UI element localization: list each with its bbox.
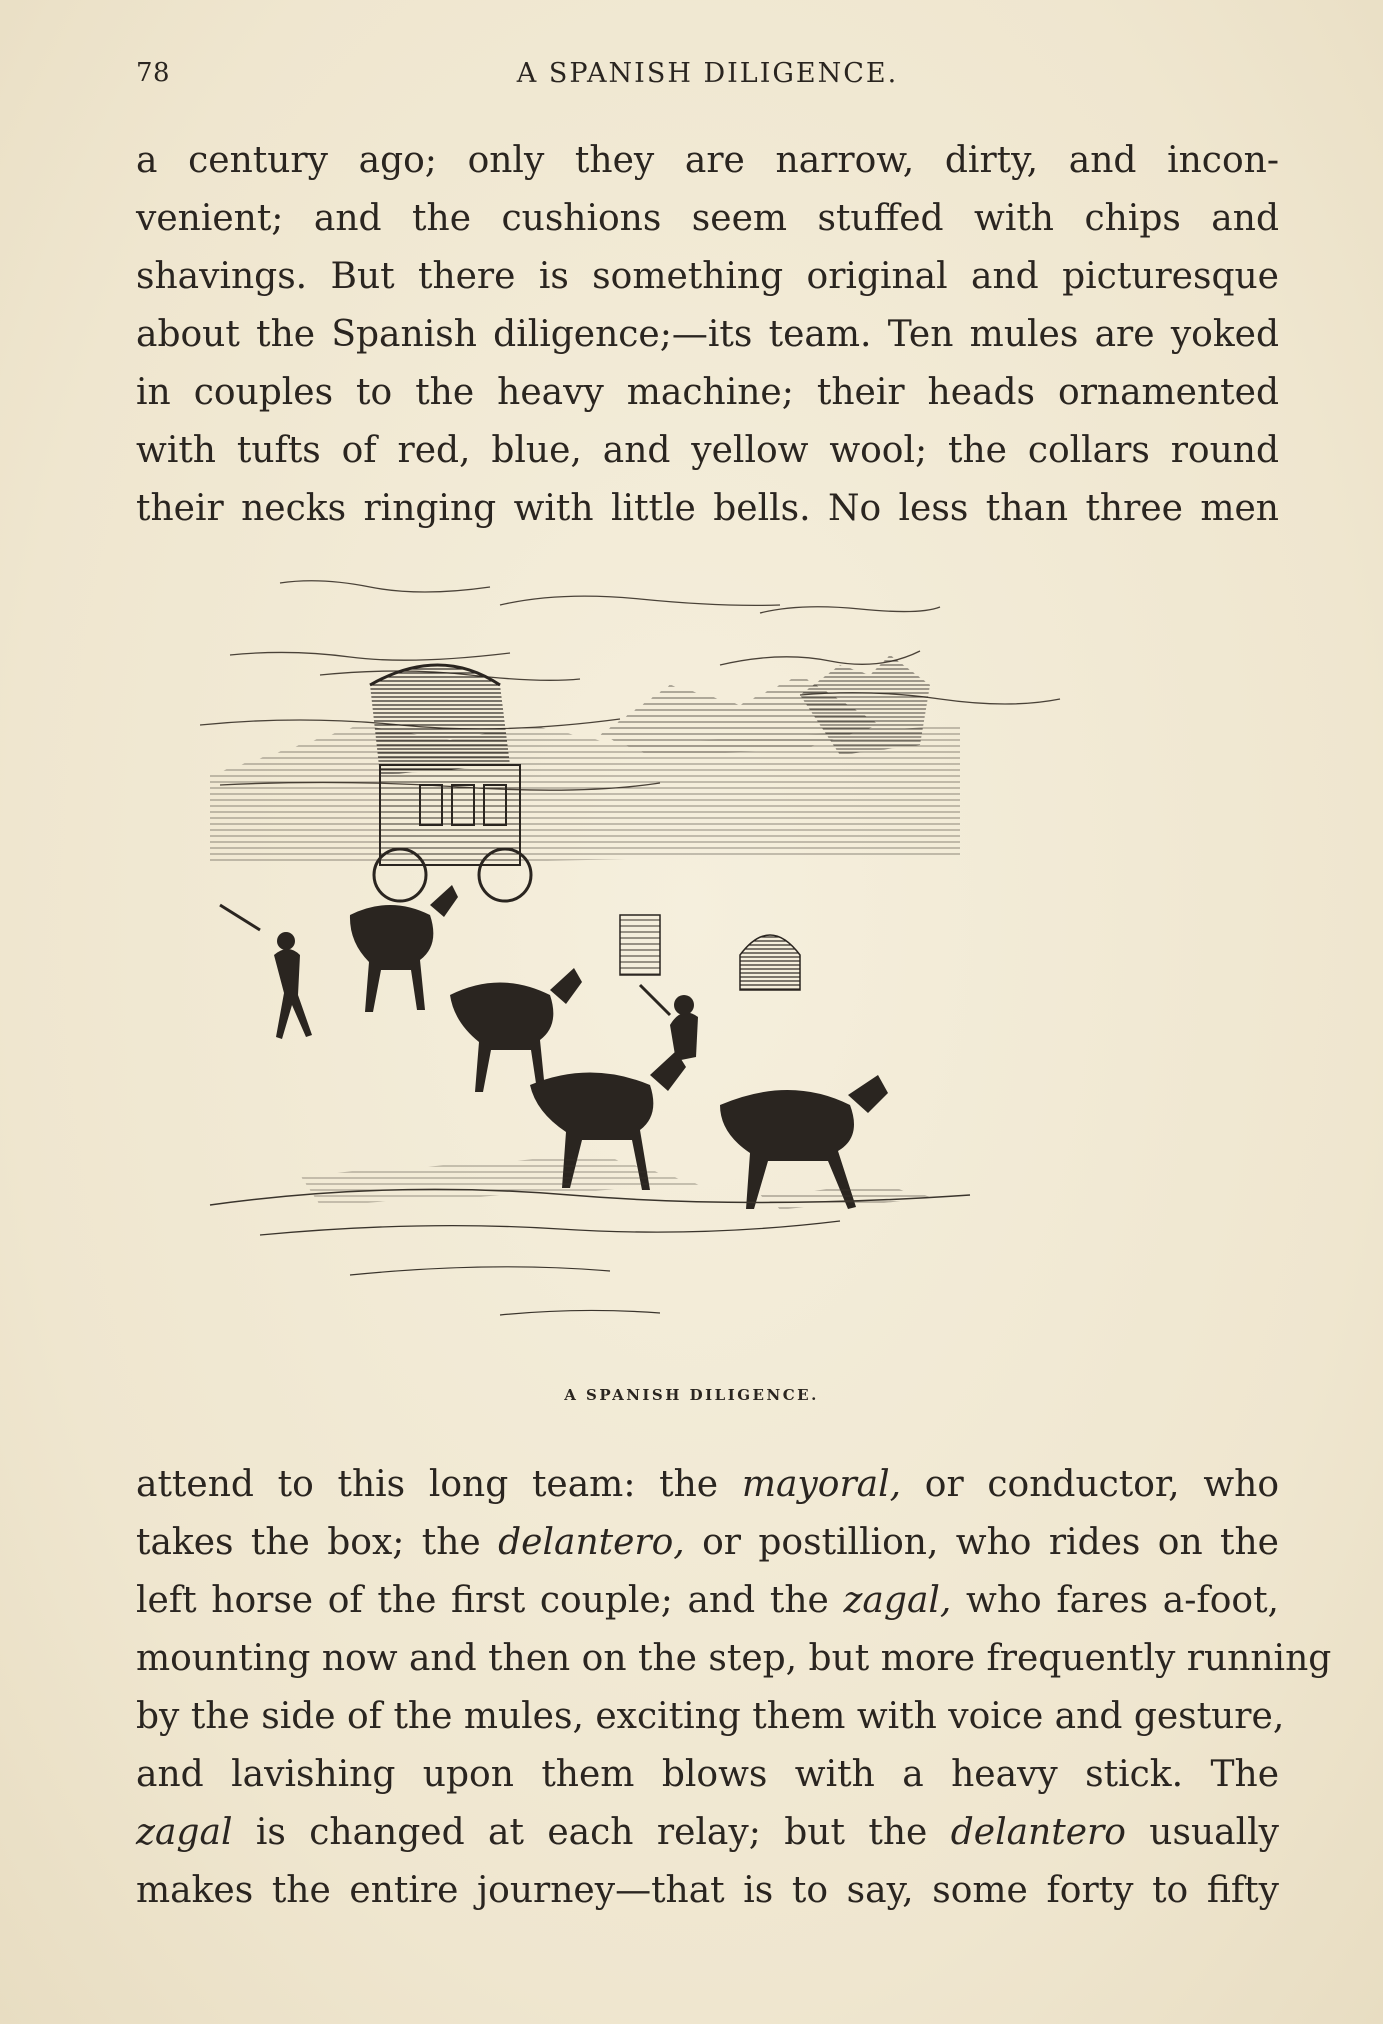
- engraving-spanish-diligence-icon: [200, 575, 1190, 1365]
- text-line: by the side of the mules, exciting them with voice and gesture,: [136, 1696, 1285, 1737]
- text-line: attend to this long team: the mayoral, or conductor, who: [136, 1464, 1280, 1505]
- running-head: A SPANISH DILIGENCE.: [516, 58, 899, 89]
- text-line: zagal is changed at each relay; but the delantero usually: [136, 1812, 1279, 1853]
- text-line: venient; and the cushions seem stuffed with chips and: [136, 198, 1279, 239]
- text-line: shavings. But there is something original and picturesque: [136, 256, 1279, 297]
- text-line: takes the box; the delantero, or postillion, who rides on the: [136, 1522, 1279, 1563]
- illustration-caption: A SPANISH DILIGENCE.: [564, 1386, 819, 1404]
- text-line: about the Spanish diligence;—its team. Ten mules are yoked: [136, 314, 1279, 355]
- text-line: their necks ringing with little bells. No less than three men: [136, 488, 1279, 529]
- paragraph-bottom: [136, 1456, 1332, 1920]
- text-line: mounting now and then on the step, but more frequently running: [136, 1638, 1332, 1679]
- page-number: 78: [136, 58, 171, 88]
- text-line: left horse of the first couple; and the zagal, who fares a-foot,: [136, 1580, 1279, 1621]
- text-line: with tufts of red, blue, and yellow wool; the collars round: [136, 430, 1279, 471]
- text-line: a century ago; only they are narrow, dirty, and incon-: [136, 140, 1279, 181]
- text-line: in couples to the heavy machine; their heads ornamented: [136, 372, 1279, 413]
- text-line: and lavishing upon them blows with a heavy stick. The: [136, 1754, 1279, 1795]
- paragraph-top: [136, 132, 1279, 538]
- text-line: makes the entire journey—that is to say, some forty to fifty: [136, 1870, 1279, 1911]
- page-header: [136, 58, 1279, 98]
